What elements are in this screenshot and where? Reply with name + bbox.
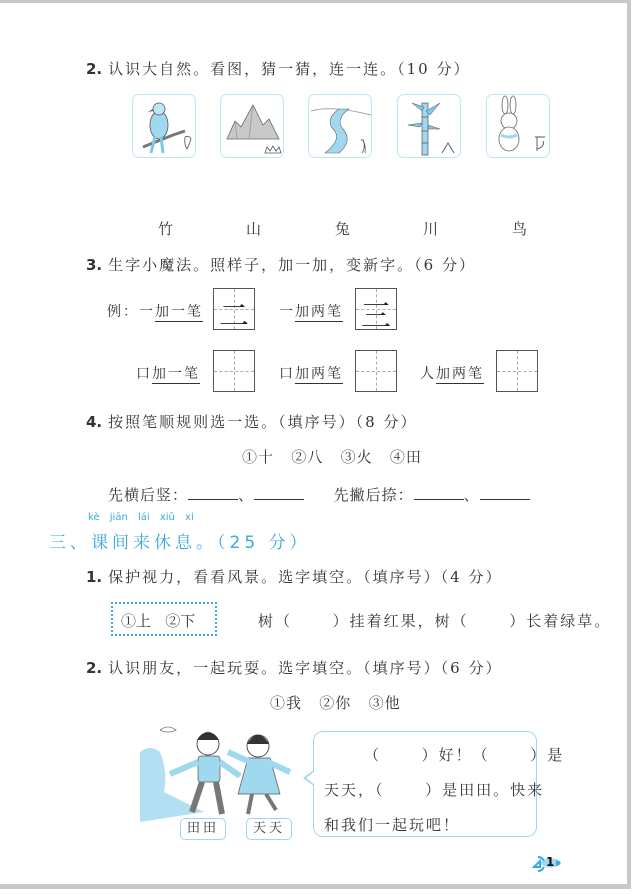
q4-number: 4. — [86, 413, 103, 431]
example-1-answer: 二 — [219, 299, 249, 334]
answer-blank-2[interactable] — [254, 485, 304, 500]
task-3-prompt: 人加两笔 — [420, 366, 484, 382]
picture-card-mountain[interactable] — [220, 94, 284, 158]
s3q2-heading — [86, 657, 502, 678]
word-bamboo[interactable]: 竹 — [158, 220, 174, 238]
picture-card-rabbit[interactable] — [486, 94, 550, 158]
kids-illustration — [140, 722, 305, 822]
q2-number: 2. — [86, 60, 103, 78]
example-1-prompt: 例：一加一笔 — [107, 304, 203, 320]
q3-heading — [86, 254, 476, 275]
speech-bubble[interactable] — [313, 731, 565, 837]
q4-heading — [86, 411, 417, 432]
s3q1-title: 保护视力，看看风景。选字填空。（填序号）（4 分） — [108, 568, 503, 586]
section-pinyin: kè jiān lái xiū xi — [88, 512, 194, 523]
example-2-grid — [355, 288, 397, 334]
task-2-prompt: 口加两笔 — [279, 366, 343, 382]
answer-blank-4[interactable] — [480, 485, 530, 500]
rule-pie-na: 先撇后捺： — [333, 486, 414, 504]
example-2-prompt: 一加两笔 — [279, 304, 343, 320]
q2-title: 认识大自然。看图，猜一猜，连一连。（10 分） — [108, 60, 471, 78]
answer-blank-3[interactable] — [414, 485, 464, 500]
bubble-line-2: 天天，（ ）是田田。快来 — [324, 781, 545, 799]
name-tag-tiantian-girl: 天天 — [246, 818, 292, 840]
word-mountain[interactable]: 山 — [246, 220, 262, 238]
choice-options: ①上 ②下 — [121, 612, 196, 630]
example-1-grid — [213, 288, 255, 334]
s3q1-sentence[interactable]: 树（ ）挂着红果，树（ ）长着绿草。 — [258, 612, 612, 630]
q3-title: 生字小魔法。照样子，加一加，变新字。（6 分） — [108, 256, 476, 274]
s3q2-title: 认识朋友，一起玩耍。选字填空。（填序号）（6 分） — [108, 659, 503, 677]
example-2-answer: 三 — [361, 299, 391, 334]
answer-blank-1[interactable] — [188, 485, 238, 500]
q2-heading — [86, 58, 471, 79]
task-3-answer-grid[interactable] — [496, 350, 538, 392]
q4-title: 按照笔顺规则选一选。（填序号）（8 分） — [108, 413, 418, 431]
task-1-answer-grid[interactable] — [213, 350, 255, 392]
s3q2-options: ①我 ②你 ③他 — [270, 694, 401, 712]
s3q1-heading — [86, 566, 502, 587]
bird-icon — [133, 95, 197, 159]
q4-options: ①十 ②八 ③火 ④田 — [242, 448, 422, 466]
picture-card-river[interactable] — [308, 94, 372, 158]
rabbit-icon — [487, 95, 551, 159]
task-1-prompt: 口加一笔 — [136, 366, 200, 382]
example-label: 例： — [107, 304, 139, 320]
page-number: 1 — [546, 855, 555, 869]
q3-number: 3. — [86, 256, 103, 274]
bubble-line-1: （ ）好！（ ）是 — [364, 746, 565, 764]
s3q1-number: 1. — [86, 568, 103, 586]
section-title: 三、课间来休息。（25 分） — [49, 533, 311, 553]
river-icon — [309, 95, 373, 159]
bubble-line-3: 和我们一起玩吧！ — [324, 816, 461, 834]
name-tag-tiantian-boy: 田田 — [180, 818, 226, 840]
word-river[interactable]: 川 — [423, 220, 439, 238]
s3q2-number: 2. — [86, 659, 103, 677]
rule-heng-shu: 先横后竖： — [108, 486, 189, 504]
task-2-answer-grid[interactable] — [355, 350, 397, 392]
choice-box — [111, 602, 217, 636]
bamboo-icon — [398, 95, 462, 159]
word-bird[interactable]: 鸟 — [512, 220, 528, 238]
q4-answer-row: 先横后竖： 、 先撇后捺： 、 — [108, 484, 530, 505]
page-number-badge — [532, 853, 562, 873]
word-rabbit[interactable]: 兔 — [335, 220, 351, 238]
picture-card-bird[interactable] — [132, 94, 196, 158]
mountain-icon — [221, 95, 285, 159]
speech-bubble-tail-inner — [306, 771, 315, 785]
picture-card-bamboo[interactable] — [397, 94, 461, 158]
